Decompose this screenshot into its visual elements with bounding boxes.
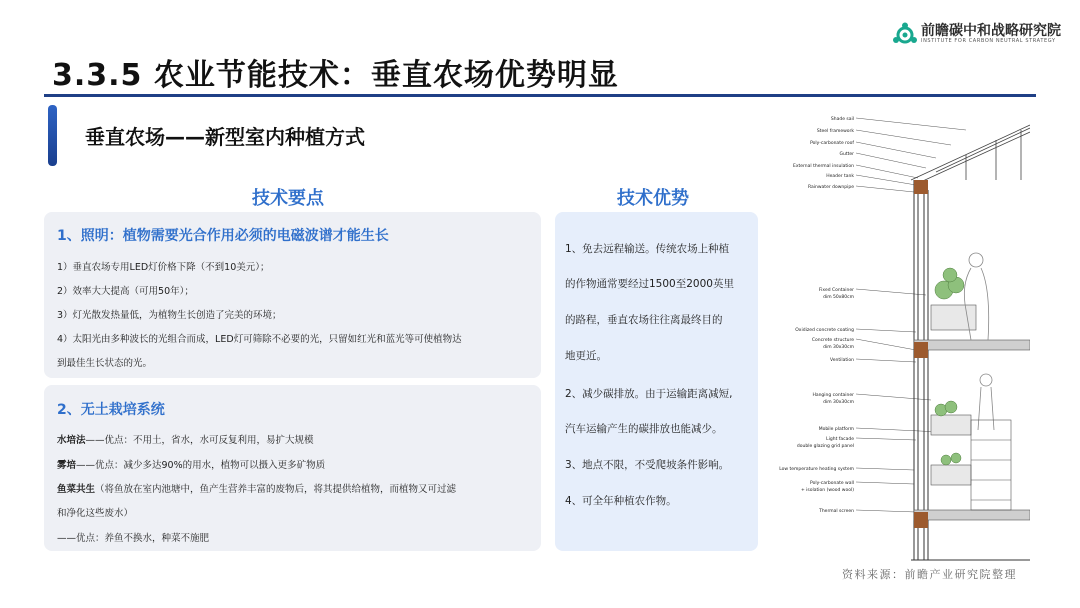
lighting-card — [44, 212, 541, 378]
lighting-line: 2）效率大大提高（可用50年）； — [57, 286, 194, 297]
diagram-label: Shade sail — [830, 117, 854, 122]
diagram-label: dim 30x30cm — [823, 345, 854, 350]
diagram-label: Header tank — [826, 174, 854, 179]
diagram-label: Hanging container — [812, 393, 854, 398]
aeroponics-line — [57, 457, 325, 471]
advantage-line: 3、地点不限，不受爬坡条件影响。 — [565, 459, 730, 471]
vertical-farm-section-diagram — [766, 110, 1030, 568]
tech-points-heading: 技术要点 — [252, 188, 324, 209]
diagram-label: Low temperature heating system — [779, 467, 854, 472]
section-title: 垂直农场——新型室内种植方式 — [85, 125, 365, 149]
lighting-line: 到最佳生长状态的光。 — [57, 358, 153, 369]
source-note: 资料来源：前瞻产业研究院整理 — [842, 568, 1017, 581]
lighting-line: 3）灯光散发热量低，为植物生长创造了完美的环境； — [57, 310, 282, 321]
advantage-line: 1、免去远程输送。传统农场上种植 — [565, 243, 730, 255]
diagram-label: Gutter — [839, 152, 854, 157]
lighting-line: 4）太阳光由多种波长的光组合而成，LED灯可筛除不必要的光，只留如红光和蓝光等可使植物达 — [57, 334, 462, 345]
aquaponics-text: （将鱼放在室内池塘中，鱼产生营养丰富的废物后，将其提供给植物，而植物又可过滤 — [95, 484, 457, 495]
advantages-heading: 技术优势 — [617, 188, 689, 209]
soilless-title: 2、无土栽培系统 — [57, 402, 165, 418]
diagram-label: + isolation (wood wool) — [800, 488, 854, 493]
aquaponics-term: 鱼菜共生 — [57, 484, 96, 495]
aquaponics-line — [57, 481, 456, 495]
logo-name: 前瞻碳中和战略研究院 — [921, 23, 1061, 39]
diagram-label: Oxidized concrete coating — [795, 328, 854, 333]
advantage-line: 的路程，垂直农场往往离最终目的 — [565, 314, 723, 326]
slide-title: 3.3.5 农业节能技术：垂直农场优势明显 — [52, 58, 619, 93]
aeroponics-text: ——优点：减少多达90%的用水，植物可以摄入更多矿物质 — [76, 460, 326, 471]
logo-mark-icon — [893, 22, 917, 48]
advantage-line: 4、可全年种植农作物。 — [565, 495, 677, 507]
hydroponics-line — [57, 432, 314, 446]
hydroponics-term: 水培法 — [57, 435, 86, 446]
advantage-line: 2、减少碳排放。由于运输距离减短, — [565, 388, 733, 400]
hydroponics-text: ——优点：不用土，省水，水可反复利用，易扩大规模 — [85, 435, 314, 446]
lighting-line: 1）垂直农场专用LED灯价格下降（不到10美元）； — [57, 262, 270, 273]
diagram-label: Mobile platform — [818, 427, 854, 432]
soilless-card — [44, 385, 541, 551]
aquaponics-text-cont: 和净化这些废水） — [57, 508, 134, 519]
diagram-label: Thermal screen — [819, 509, 854, 514]
diagram-label: External thermal insulation — [792, 164, 854, 169]
advantages-card — [555, 212, 758, 551]
institute-logo — [893, 20, 1063, 50]
title-divider — [44, 94, 1036, 97]
advantage-line: 汽车运输产生的碳排放也能减少。 — [565, 423, 723, 435]
advantage-line: 的作物通常要经过1500至2000英里 — [565, 278, 734, 290]
section-accent-bar — [48, 105, 57, 166]
logo-subtitle: INSTITUTE FOR CARBON NEUTRAL STRATEGY — [921, 38, 1056, 44]
diagram-label: dim 50x80cm — [823, 295, 854, 300]
diagram-label: Light facade — [826, 437, 854, 442]
diagram-label: dim 30x30cm — [823, 400, 854, 405]
diagram-label: Fixed Container — [818, 288, 854, 293]
diagram-label: Rainwater downpipe — [807, 185, 854, 190]
diagram-label: Concrete structure — [811, 338, 854, 343]
diagram-label: double glazing grid panel — [796, 444, 854, 449]
advantage-line: 地更近。 — [565, 350, 607, 362]
diagram-label: Ventilation — [830, 358, 854, 363]
lighting-title: 1、照明：植物需要光合作用必须的电磁波谱才能生长 — [57, 228, 389, 244]
diagram-label: Poly-carbonate roof — [810, 141, 854, 146]
aeroponics-term: 雾培 — [57, 460, 77, 471]
aquaponics-benefit: ——优点：养鱼不换水，种菜不施肥 — [57, 533, 210, 544]
diagram-label: Poly-carbonate wall — [810, 481, 854, 486]
diagram-label: Steel framework — [816, 129, 854, 134]
